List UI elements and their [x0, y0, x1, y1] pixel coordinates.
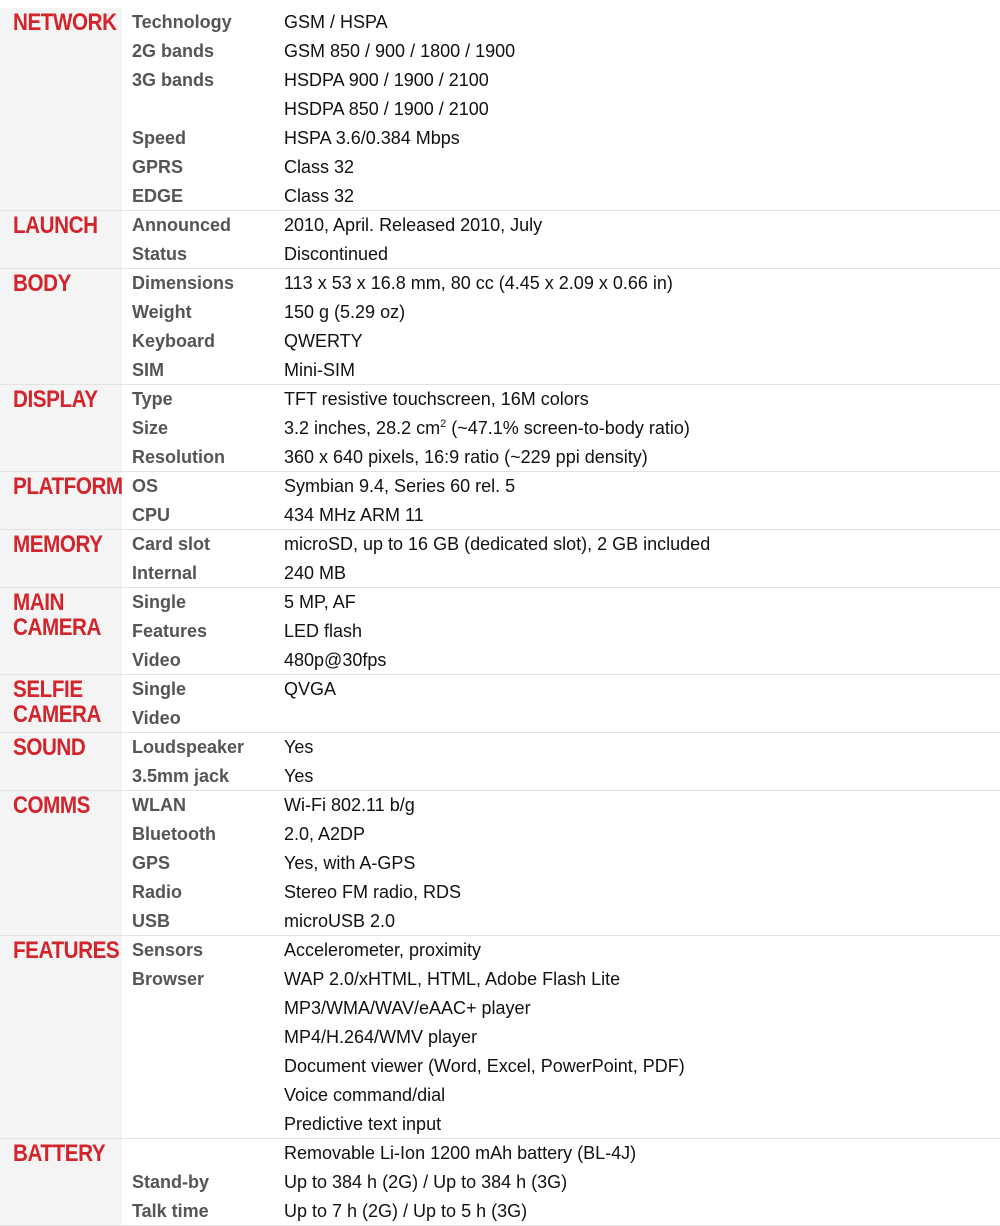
spec-section: [0, 588, 1000, 675]
spec-row: [122, 240, 1000, 269]
spec-section: [0, 530, 1000, 588]
spec-value: Accelerometer, proximity: [284, 940, 482, 960]
spec-row: [122, 1052, 1000, 1081]
spec-value: Voice command/dial: [284, 1085, 446, 1105]
section-title: BATTERY: [13, 1140, 106, 1167]
section-title: COMMS: [13, 792, 90, 819]
spec-value: 434 MHz ARM 11: [284, 505, 424, 525]
spec-label: Internal: [132, 563, 198, 583]
spec-row: [122, 907, 1000, 936]
section-header-cell: [0, 8, 122, 211]
spec-section: [0, 733, 1000, 791]
spec-label: EDGE: [132, 186, 184, 206]
spec-row: [122, 965, 1000, 994]
spec-label: OS: [132, 476, 159, 496]
spec-value: HSDPA 900 / 1900 / 2100: [284, 70, 489, 90]
spec-row: [122, 211, 1000, 240]
spec-label: 2G bands: [132, 41, 215, 61]
section-title: PLATFORM: [13, 473, 123, 500]
spec-label: Sensors: [132, 940, 204, 960]
spec-row: [122, 559, 1000, 588]
spec-value: LED flash: [284, 621, 363, 641]
spec-value: 150 g (5.29 oz): [284, 302, 406, 322]
spec-label: Video: [132, 708, 181, 728]
spec-row: [122, 269, 1000, 298]
spec-row: [122, 704, 1000, 733]
spec-label: Keyboard: [132, 331, 216, 351]
spec-row: [122, 153, 1000, 182]
spec-row: [122, 994, 1000, 1023]
spec-value: microUSB 2.0: [284, 911, 396, 931]
section-header-cell: [0, 936, 122, 1139]
spec-label: GPRS: [132, 157, 184, 177]
spec-label: Bluetooth: [132, 824, 216, 844]
spec-row: [122, 791, 1000, 820]
spec-section: [0, 675, 1000, 733]
spec-value: Predictive text input: [284, 1114, 442, 1134]
spec-value: Document viewer (Word, Excel, PowerPoint, PDF): [284, 1056, 685, 1076]
section-title: SOUND: [13, 734, 86, 761]
spec-label: WLAN: [132, 795, 186, 815]
spec-row: [122, 588, 1000, 617]
spec-row: [122, 849, 1000, 878]
spec-label: Browser: [132, 969, 205, 989]
spec-label: Size: [132, 418, 169, 438]
spec-section: [0, 269, 1000, 385]
spec-label: USB: [132, 911, 171, 931]
spec-row: [122, 1023, 1000, 1052]
spec-row: [122, 298, 1000, 327]
spec-row: [122, 675, 1000, 704]
spec-label: Announced: [132, 215, 231, 235]
spec-label: Video: [132, 650, 181, 670]
spec-label: Card slot: [132, 534, 211, 554]
superscript: 2: [440, 418, 447, 430]
spec-label: SIM: [132, 360, 165, 380]
spec-label: Type: [132, 389, 173, 409]
spec-label: Weight: [132, 302, 192, 322]
spec-label: Single: [132, 679, 187, 699]
spec-value: microSD, up to 16 GB (dedicated slot), 2 GB included: [284, 534, 711, 554]
spec-value: HSPA 3.6/0.384 Mbps: [284, 128, 460, 148]
spec-value: MP3/WMA/WAV/eAAC+ player: [284, 998, 531, 1018]
spec-value-text: (~47.1% screen-to-body ratio): [446, 418, 690, 438]
section-title: NETWORK: [13, 9, 117, 36]
spec-row: [122, 414, 1000, 443]
spec-value: Discontinued: [284, 244, 389, 264]
spec-row: [122, 356, 1000, 385]
spec-row: [122, 501, 1000, 530]
spec-row: [122, 878, 1000, 907]
spec-value: 5 MP, AF: [284, 592, 356, 612]
spec-value: Mini-SIM: [284, 360, 355, 380]
spec-label: Status: [132, 244, 188, 264]
spec-label: Resolution: [132, 447, 225, 467]
spec-row: [122, 820, 1000, 849]
spec-value: [284, 414, 690, 443]
spec-label: Dimensions: [132, 273, 235, 293]
spec-section: [0, 791, 1000, 936]
spec-label: Features: [132, 621, 208, 641]
spec-row: [122, 1139, 1000, 1168]
spec-label: 3G bands: [132, 70, 215, 90]
spec-value: Removable Li-Ion 1200 mAh battery (BL-4J): [284, 1143, 637, 1163]
section-title: LAUNCH: [13, 212, 98, 239]
spec-value: TFT resistive touchscreen, 16M colors: [284, 389, 589, 409]
section-title: FEATURES: [13, 937, 120, 964]
spec-row: [122, 646, 1000, 675]
spec-value: QVGA: [284, 679, 337, 699]
spec-value: Up to 384 h (2G) / Up to 384 h (3G): [284, 1172, 568, 1192]
spec-row: [122, 1110, 1000, 1139]
section-title: MAIN CAMERA: [13, 589, 102, 641]
spec-value: Yes: [284, 737, 314, 757]
spec-value: Yes, with A-GPS: [284, 853, 416, 873]
spec-value: Symbian 9.4, Series 60 rel. 5: [284, 476, 516, 496]
section-title: SELFIE CAMERA: [13, 676, 102, 728]
spec-value: 360 x 640 pixels, 16:9 ratio (~229 ppi density): [284, 447, 648, 467]
spec-section: [0, 385, 1000, 472]
spec-value: Wi-Fi 802.11 b/g: [284, 795, 415, 815]
spec-section: [0, 8, 1000, 211]
spec-value: 480p@30fps: [284, 650, 387, 670]
spec-value: Yes: [284, 766, 314, 786]
section-title: MEMORY: [13, 531, 103, 558]
spec-row: [122, 182, 1000, 211]
spec-section: [0, 936, 1000, 1139]
spec-row: [122, 95, 1000, 124]
spec-row: [122, 936, 1000, 965]
spec-value: GSM / HSPA: [284, 12, 388, 32]
spec-value: 113 x 53 x 16.8 mm, 80 cc (4.45 x 2.09 x 0.66 in): [284, 273, 673, 293]
spec-row: [122, 617, 1000, 646]
spec-row: [122, 733, 1000, 762]
spec-row: [122, 443, 1000, 472]
spec-row: [122, 1168, 1000, 1197]
spec-value: MP4/H.264/WMV player: [284, 1027, 478, 1047]
spec-row: [122, 472, 1000, 501]
spec-row: [122, 1197, 1000, 1226]
spec-row: [122, 66, 1000, 95]
spec-label: Talk time: [132, 1201, 209, 1221]
spec-row: [122, 762, 1000, 791]
spec-label: GPS: [132, 853, 171, 873]
spec-label: 3.5mm jack: [132, 766, 230, 786]
spec-value: 2.0, A2DP: [284, 824, 366, 844]
spec-value: GSM 850 / 900 / 1800 / 1900: [284, 41, 516, 61]
spec-value: 240 MB: [284, 563, 347, 583]
spec-row: [122, 8, 1000, 37]
spec-row: [122, 37, 1000, 66]
spec-label: Speed: [132, 128, 187, 148]
spec-value: WAP 2.0/xHTML, HTML, Adobe Flash Lite: [284, 969, 621, 989]
spec-label: Technology: [132, 12, 232, 32]
section-title: BODY: [13, 270, 71, 297]
spec-label: Radio: [132, 882, 183, 902]
spec-label: Stand-by: [132, 1172, 210, 1192]
spec-row: [122, 1081, 1000, 1110]
spec-section: [0, 211, 1000, 269]
spec-label: Single: [132, 592, 187, 612]
spec-value: HSDPA 850 / 1900 / 2100: [284, 99, 489, 119]
top-edge: [0, 0, 835, 8]
spec-value: Stereo FM radio, RDS: [284, 882, 462, 902]
spec-section: [0, 472, 1000, 530]
spec-value-text: 3.2 inches, 28.2 cm: [284, 418, 441, 438]
spec-value: QWERTY: [284, 331, 363, 351]
spec-label: CPU: [132, 505, 171, 525]
spec-value: Up to 7 h (2G) / Up to 5 h (3G): [284, 1201, 528, 1221]
spec-row: [122, 327, 1000, 356]
spec-row: [122, 124, 1000, 153]
spec-value: Class 32: [284, 186, 355, 206]
spec-section: [0, 1139, 1000, 1226]
spec-value: 2010, April. Released 2010, July: [284, 215, 543, 235]
spec-row: [122, 530, 1000, 559]
spec-row: [122, 385, 1000, 414]
spec-value: Class 32: [284, 157, 355, 177]
section-title: DISPLAY: [13, 386, 98, 413]
spec-label: Loudspeaker: [132, 737, 245, 757]
